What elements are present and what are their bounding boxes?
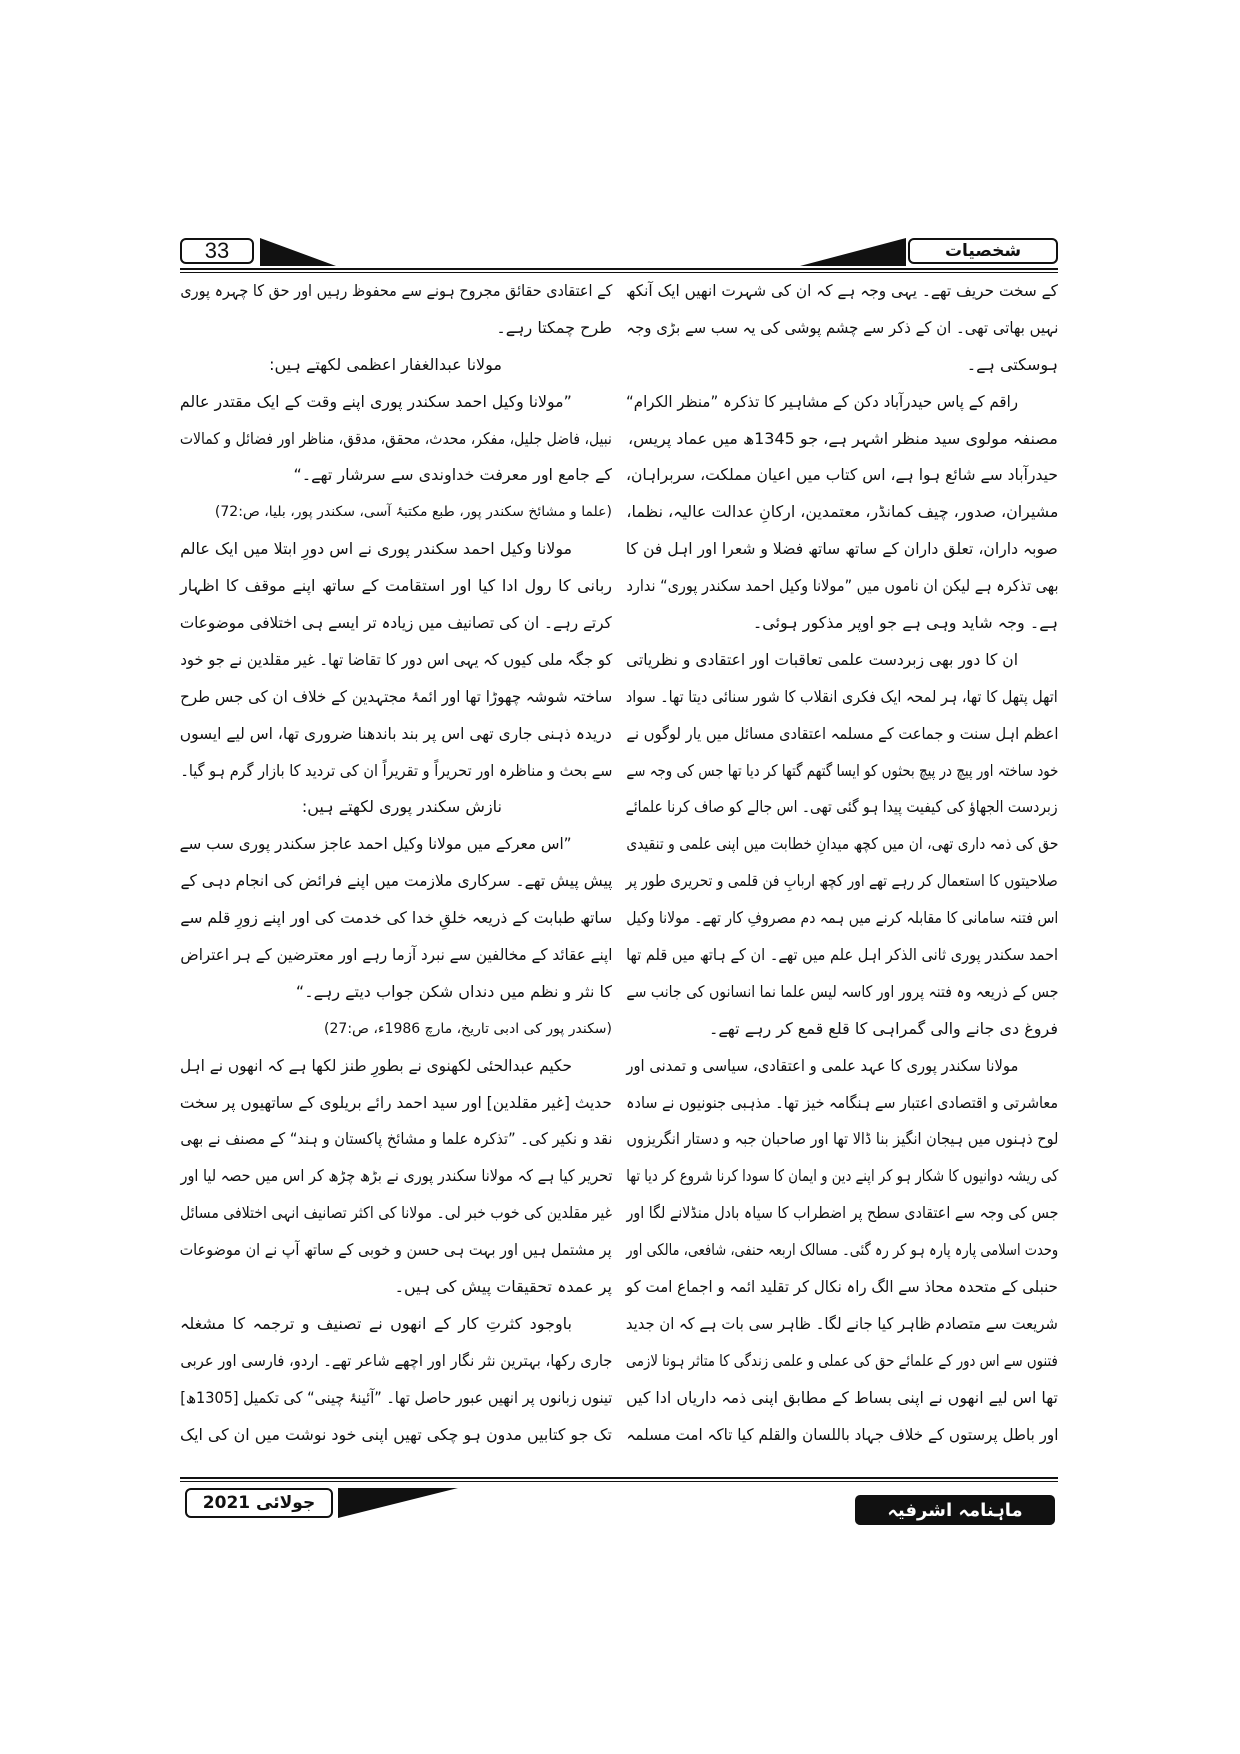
text-line [626,1380,1058,1417]
text-line-content: بھی تذکرہ ہے لیکن ان ناموں میں ”مولانا وکیل احمد سکندر پوری“ ندارد [626,576,1058,596]
text-line [180,310,612,347]
header-rule [180,268,1058,270]
text-line [180,974,612,1011]
text-line [626,494,1058,531]
issue-date: جولائی 2021 [185,1488,333,1518]
text-line [180,900,612,937]
text-line-content: غیر مقلدین کی خوب خبر لی۔ مولانا کی اکثر تصانیف انہی اختلافی مسائل [180,1203,612,1223]
text-line-content: ساتھ طبابت کے ذریعہ خلقِ خدا کی خدمت کی اور اپنے زورِ قلم سے [180,908,612,928]
text-line-content: تک جو کتابیں مدون ہو چکی تھیں اپنی خود نوشت میں ان کی ایک [180,1424,612,1444]
text-line [626,347,1058,384]
text-line [180,1011,612,1048]
text-line-content: طرح چمکتا رہے۔ [496,317,612,337]
text-line-content: حیدرآباد سے شائع ہوا ہے، اس کتاب میں اعیان مملکت، سربراہان، [626,465,1058,485]
text-line [180,826,612,863]
text-line [626,1343,1058,1380]
text-line-content: مصنفہ مولوی سید منظر اشہر ہے، جو 1345ھ میں عماد پریس، [628,428,1058,448]
text-line [180,1380,612,1417]
text-line-content: ان کا دور بھی زبردست علمی تعاقبات اور اعتقادی و نظریاتی [626,649,1018,669]
header-left-wedge [260,238,336,266]
text-line-content: اور باطل پرستوں کے خلاف جہاد باللسان والقلم کیا تاکہ امت مسلمہ [626,1424,1058,1444]
text-line-content: اس فتنہ سامانی کا مقابلہ کرنے میں ہمہ دم مصروفِ کار تھے۔ مولانا وکیل [626,908,1058,928]
text-line-content: تینوں زبانوں پر انھیں عبور حاصل تھا۔ ”آئینۂ چینی“ کی تکمیل [1305ھ] [180,1387,612,1407]
text-line-content: حکیم عبدالحئی لکھنوی نے بطورِ طنز لکھا ہے کہ انھوں نے اہل [180,1055,572,1075]
text-line [180,679,612,716]
text-line-content: فتنوں سے اس دور کے علمائے حق کی عملی و علمی زندگی کا متاثر ہونا لازمی [626,1350,1058,1370]
footer-wedge [338,1488,458,1518]
text-line [180,457,612,494]
text-line [180,789,612,826]
text-line-content: کے سخت حریف تھے۔ یہی وجہ ہے کہ ان کی شہرت انھیں ایک آنکھ [626,281,1058,300]
text-line [626,642,1058,679]
text-line [180,642,612,679]
text-line-content: زبردست الجھاؤ کی کیفیت پیدا ہو گئی تھی۔ اس جالے کو صاف کرنا علمائے [626,797,1058,817]
footer-rule [180,1481,1058,1482]
text-line [626,1085,1058,1122]
text-line-content: پیش پیش تھے۔ سرکاری ملازمت میں اپنے فرائض کی انجام دہی کے [180,871,612,891]
text-line-content: پر عمدہ تحقیقات پیش کی ہیں۔ [394,1277,612,1297]
text-line [626,1269,1058,1306]
text-line [626,1158,1058,1195]
text-line-content: مولانا عبدالغفار اعظمی لکھتے ہیں: [269,354,502,374]
text-line [626,937,1058,974]
text-line-content: صلاحیتوں کا استعمال کر رہے تھے اور کچھ اربابِ فن قلمی و تحریری طور پر [626,871,1058,891]
text-line [626,1195,1058,1232]
text-line [626,679,1058,716]
text-line-content: ہوسکتی ہے۔ [966,354,1058,374]
text-line-content: کو جگہ ملی کیوں کہ یہی اس دور کا تقاضا تھا۔ غیر مقلدین نے جو خود [180,649,612,669]
text-line [626,1306,1058,1343]
text-line-content: حدیث [غیر مقلدین] اور سید احمد رائے بریلوی کے ساتھیوں پر سخت [180,1092,612,1112]
text-line-content: (علما و مشائخ سکندر پور، طبع مکتبۂ آسی، سکندر پور، بلیا، ص:72) [214,504,612,521]
text-line [180,421,612,458]
text-line [626,1232,1058,1269]
text-line-content: احمد سکندر پوری ثانی الذکر اہل علم میں تھے۔ ان کے ہاتھ میں قلم تھا [626,945,1058,965]
page-number: 33 [180,238,254,264]
text-line-content: کے جامع اور معرفت خداوندی سے سرشار تھے۔“ [293,465,612,485]
text-line-content: فروغ دی جانے والی گمراہی کا قلع قمع کر رہے تھے۔ [709,1018,1058,1038]
text-line-content: ”اس معرکے میں مولانا وکیل احمد عاجز سکندر پوری سب سے [180,834,572,854]
text-line-content: دریدہ ذہنی جاری تھی اس پر بند باندھنا ضروری تھا، اس لیے ایسوں [180,723,612,743]
text-line [180,1121,612,1158]
text-line [626,1048,1058,1085]
text-line-content: ہے۔ وجہ شاید وہی ہے جو اوپر مذکور ہوئی۔ [752,613,1058,633]
text-line-content: اتھل پتھل کا تھا، ہر لمحہ ایک فکری انقلاب کا شور سنائی دیتا تھا۔ سواد [626,686,1058,706]
text-line-content: سے بحث و مناظرہ اور تحریراً و تقریراً ان کی تردید کا بازار گرم ہو گیا۔ [180,760,612,780]
section-title: شخصیات [908,238,1058,264]
text-line-content: وحدت اسلامی پارہ پارہ ہو کر رہ گئی۔ مسالک اربعہ حنفی، شافعی، مالکی اور [626,1240,1058,1260]
text-line [180,1158,612,1195]
text-line-content: پر مشتمل ہیں اور بہت ہی حسن و خوبی کے ساتھ آپ نے ان موضوعات [180,1240,612,1260]
text-line-content: کرتے رہے۔ ان کی تصانیف میں زیادہ تر ایسے ہی اختلافی موضوعات [180,613,612,633]
text-line [626,1011,1058,1048]
text-line [180,937,612,974]
text-line-content: حنبلی کے متحدہ محاذ سے الگ راہ نکال کر تقلید ائمہ و اجماع امت کو [626,1277,1058,1297]
text-line-content: صوبہ داران، تعلق داران کے ساتھ ساتھ فضلا و شعرا اور اہل فن کا [626,539,1058,559]
text-line-content: کا نثر و نظم میں دنداں شکن جواب دیتے رہے۔“ [295,981,612,1001]
text-line-content: شریعت سے متصادم ظاہر کیا جانے لگا۔ ظاہر سی بات ہے کہ ان جدید [626,1313,1058,1333]
text-line [180,273,612,310]
text-line [626,273,1058,310]
magazine-name: ماہنامہ اشرفیہ [855,1495,1055,1525]
text-line-content: نقد و نکیر کی۔ ”تذکرہ علما و مشائخ پاکستان و ہند“ کے مصنف نے بھی [180,1129,612,1149]
text-line-content: نہیں بھاتی تھی۔ ان کے ذکر سے چشم پوشی کی یہ سب سے بڑی وجہ [626,317,1058,337]
text-line [180,605,612,642]
text-line [626,531,1058,568]
header-right-wedge [800,238,906,266]
text-line [180,1306,612,1343]
text-line [180,1232,612,1269]
text-line-content: ربانی کا رول ادا کیا اور استقامت کے ساتھ اپنے موقف کا اظہار [180,576,612,596]
text-line-content: باوجود کثرتِ کار کے انھوں نے تصنیف و ترجمہ کا مشغلہ [180,1313,572,1333]
text-line [626,974,1058,1011]
text-line-content: اپنے عقائد کے مخالفین سے نبرد آزما رہے اور معترضین کے ہر اعتراض [180,945,612,965]
text-line [626,1121,1058,1158]
text-line [180,531,612,568]
text-line [180,1085,612,1122]
text-line [626,789,1058,826]
text-line-content: ”مولانا وکیل احمد سکندر پوری اپنے وقت کے ایک مقتدر عالم [180,391,572,411]
text-line-content: کی ریشہ دوانیوں کا شکار ہو کر اپنے دین و ایمان کا سودا کرنا شروع کر دیا تھا [626,1166,1058,1186]
text-line-content: نبیل، فاضل جلیل، مفکر، محدث، محقق، مدقق، مناظر اور فضائل و کمالات [180,428,612,448]
text-line-content: مولانا وکیل احمد سکندر پوری نے اس دورِ ابتلا میں ایک عالم [180,539,572,559]
text-line-content: خود ساختہ اور پیچ در پیچ بحثوں کو ایسا گتھم گتھا کر دیا تھا جس کی وجہ سے [626,760,1058,780]
text-line [180,863,612,900]
text-line [626,384,1058,421]
text-line [626,568,1058,605]
text-line [180,1417,612,1454]
text-line [180,384,612,421]
text-line [180,568,612,605]
text-line [626,605,1058,642]
text-line-content: جس کی وجہ سے اعتقادی سطح پر اضطراب کا سیاہ بادل منڈلانے لگا اور [626,1203,1058,1223]
text-line [180,716,612,753]
text-line [180,1269,612,1306]
text-line [626,863,1058,900]
text-line-content: جس کے ذریعہ وہ فتنہ پرور اور کاسہ لیس علما نما انسانوں کی جانب سے [626,981,1058,1001]
text-line [626,716,1058,753]
text-line-content: مولانا سکندر پوری کا عہد علمی و اعتقادی، سیاسی و تمدنی اور [626,1055,1018,1075]
article-column-right [626,273,1058,1454]
text-line [626,826,1058,863]
text-line [626,753,1058,790]
text-line [180,494,612,531]
text-line [626,421,1058,458]
article-column-left [180,273,612,1454]
text-line [626,1417,1058,1454]
text-line-content: (سکندر پور کی ادبی تاریخ، مارچ 1986ء، ص:27) [324,1020,612,1037]
text-line-content: ساختہ شوشہ چھوڑا تھا اور ائمۂ مجتہدین کے خلاف ان کی جس طرح [180,686,612,706]
footer-rule [180,1477,1058,1479]
text-line [180,1343,612,1380]
text-line [180,753,612,790]
text-line-content: معاشرتی و اقتصادی اعتبار سے ہنگامہ خیز تھا۔ مذہبی جنونیوں نے سادہ [626,1092,1058,1112]
text-line-content: حق کی ذمہ داری تھی، ان میں کچھ میدانِ خطابت میں اپنی علمی و تنقیدی [626,834,1058,854]
text-line-content: جاری رکھا، بہترین نثر نگار اور اچھے شاعر تھے۔ اردو، فارسی اور عربی [180,1350,612,1370]
text-line-content: مشیران، صدور، چیف کمانڈر، معتمدین، ارکانِ عدالت عالیہ، نظما، [626,502,1058,522]
text-line-content: نازش سکندر پوری لکھتے ہیں: [301,797,502,817]
text-line-content: کے اعتقادی حقائق مجروح ہونے سے محفوظ رہیں اور حق کا چہرہ پوری [180,281,612,300]
text-line-content: تھا اس لیے انھوں نے اپنی بساط کے مطابق اپنی ذمہ داریاں ادا کیں [626,1387,1058,1407]
text-line-content: تحریر کیا ہے کہ مولانا سکندر پوری نے بڑھ چڑھ کر اس میں حصہ لیا اور [180,1166,612,1186]
text-line [626,310,1058,347]
text-line-content: راقم کے پاس حیدرآباد دکن کے مشاہیر کا تذکرہ ”منظر الکرام“ [626,391,1018,411]
text-line [626,900,1058,937]
text-line [180,347,612,384]
text-line-content: لوح ذہنوں میں ہیجان انگیز بنا ڈالا تھا اور صاحبان جبہ و دستار انگریزوں [626,1129,1058,1149]
text-line [180,1195,612,1232]
text-line [626,457,1058,494]
text-line [180,1048,612,1085]
text-line-content: اعظم اہل سنت و جماعت کے مسلمہ اعتقادی مسائل میں یار لوگوں نے [626,723,1058,743]
